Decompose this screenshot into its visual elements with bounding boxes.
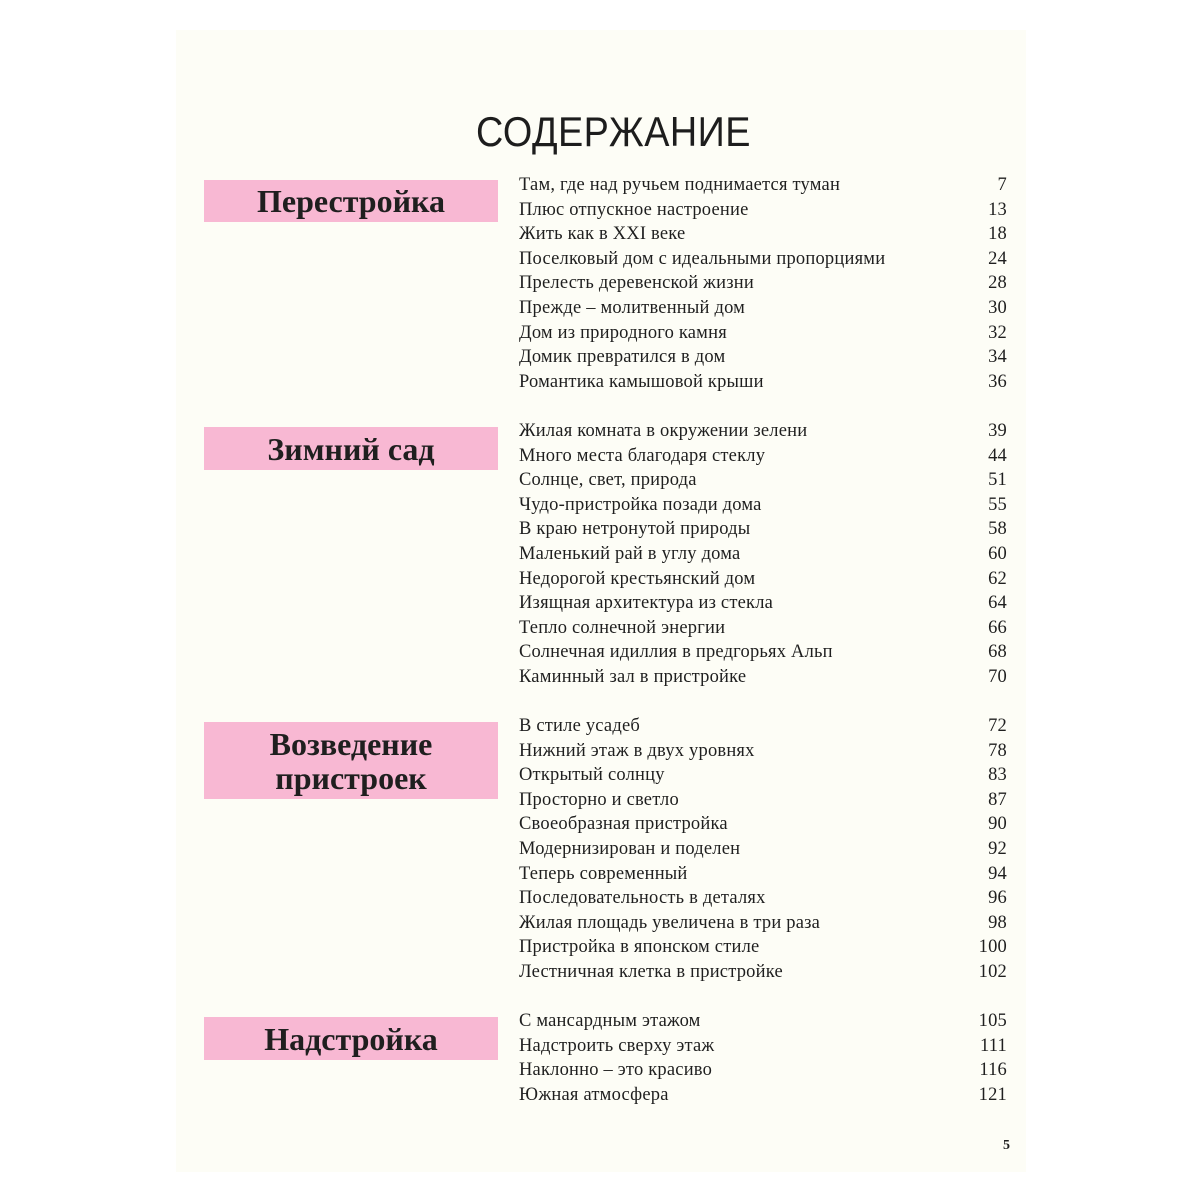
entry-page: 78 [988,740,1007,761]
toc-entry [519,323,1007,348]
toc-entry [519,273,1007,298]
toc-entry [519,249,1007,274]
section-entries [519,421,1007,692]
toc-entry [519,470,1007,495]
entry-title: В стиле усадеб [519,716,640,736]
toc-entry [519,298,1007,323]
entry-page: 92 [988,838,1007,859]
toc-entry [519,814,1007,839]
section-label-line: Возведение [269,725,433,762]
entry-page: 32 [988,322,1007,343]
entry-title: Много места благодаря стеклу [519,445,766,466]
page-title: СОДЕРЖАНИЕ [476,108,751,155]
toc-entry [519,569,1007,594]
entry-title: Недорогой крестьянский дом [519,568,756,589]
entry-page: 36 [988,371,1007,392]
entry-page: 111 [980,1035,1007,1056]
entry-title: Просторно и светло [519,789,679,810]
entry-page: 58 [988,519,1007,540]
entry-title: Нижний этаж в двух уровнях [519,740,755,761]
toc-entry [519,593,1007,618]
toc-entry [519,421,1007,446]
section-label: Перестройка [204,180,498,222]
entry-page: 94 [988,863,1007,884]
page-number: 5 [1003,1138,1010,1153]
entry-page: 55 [988,494,1007,515]
entry-title: Солнечная идиллия в предгорьях Альп [519,642,833,663]
entry-page: 87 [988,789,1007,810]
entry-page: 98 [988,912,1007,933]
toc-entry [519,1060,1007,1085]
section-label: Зимний сад [204,427,498,470]
entry-title: В краю нетронутой природы [519,519,751,540]
toc-entry [519,618,1007,643]
entry-page: 90 [988,814,1007,835]
toc-entry [519,913,1007,938]
toc-entry [519,741,1007,766]
entry-title: Дом из природного камня [519,322,727,343]
entry-page: 70 [988,666,1007,687]
toc-entry [519,175,1007,200]
entry-page: 72 [988,716,1007,736]
toc-entry [519,888,1007,913]
section-entries [519,1011,1007,1109]
section-entries [519,716,1007,987]
entry-title: Прелесть деревенской жизни [519,273,754,294]
entry-page: 66 [988,617,1007,638]
toc-entry [519,347,1007,372]
toc-entry [519,839,1007,864]
entry-page: 96 [988,888,1007,909]
entry-title: Наклонно – это красиво [519,1060,713,1081]
toc-entry [519,864,1007,889]
toc-entry [519,224,1007,249]
entry-title: Прежде – молитвенный дом [519,297,746,318]
entry-page: 51 [988,470,1007,491]
toc-entry [519,519,1007,544]
section-label: Надстройка [204,1017,498,1060]
section-label [204,722,498,799]
entry-page: 102 [978,961,1007,982]
entry-title: Тепло солнечной энергии [519,617,726,638]
entry-title: Открытый солнцу [519,765,665,786]
entry-page: 28 [988,273,1007,294]
entry-title: Маленький рай в углу дома [519,543,741,564]
entry-title: Солнце, свет, природа [519,470,697,491]
entry-title: Модернизирован и поделен [519,838,741,859]
entry-title: Поселковый дом с идеальными пропорциями [519,248,886,269]
toc-entry [519,544,1007,569]
toc-entry [519,642,1007,667]
entry-page: 39 [988,421,1007,441]
toc-entry [519,1011,1007,1036]
entry-page: 13 [988,199,1007,220]
toc-entry [519,372,1007,397]
entry-page: 24 [988,248,1007,269]
toc-entry [519,716,1007,741]
entry-page: 100 [978,937,1007,958]
entry-page: 34 [988,347,1007,368]
entry-page: 68 [988,642,1007,663]
toc-entry [519,765,1007,790]
entry-page: 60 [988,543,1007,564]
toc-entry [519,790,1007,815]
entry-title: Там, где над ручьем поднимается туман [519,175,841,195]
entry-page: 30 [988,297,1007,318]
toc-entry [519,200,1007,225]
toc-entry [519,1036,1007,1061]
entry-title: Романтика камышовой крыши [519,371,764,392]
toc-entry [519,1085,1007,1110]
entry-title: Жилая комната в окружении зелени [519,421,808,441]
toc-entry [519,667,1007,692]
entry-page: 116 [979,1060,1007,1081]
entry-title: Жилая площадь увеличена в три раза [519,912,821,933]
entry-title: С мансардным этажом [519,1011,701,1031]
entry-page: 64 [988,593,1007,614]
entry-title: Пристройка в японском стиле [519,937,760,958]
toc-entry [519,937,1007,962]
entry-page: 18 [988,224,1007,245]
entry-page: 62 [988,568,1007,589]
entry-title: Южная атмосфера [519,1084,669,1105]
entry-page: 83 [988,765,1007,786]
entry-title: Лестничная клетка в пристройке [519,961,783,982]
section-entries [519,175,1007,396]
entry-title: Изящная архитектура из стекла [519,593,774,614]
entry-page: 121 [978,1084,1007,1105]
entry-title: Жить как в XXI веке [519,224,686,245]
entry-title: Плюс отпускное настроение [519,199,749,220]
entry-page: 105 [978,1011,1007,1031]
entry-title: Каминный зал в пристройке [519,666,747,687]
entry-title: Теперь современный [519,863,688,884]
entry-title: Последовательность в деталях [519,888,766,909]
entry-title: Чудо-пристройка позади дома [519,494,762,515]
entry-page: 44 [988,445,1007,466]
section-label-line: пристроек [275,759,427,796]
entry-title: Своеобразная пристройка [519,814,728,835]
entry-title: Надстроить сверху этаж [519,1035,715,1056]
toc-entry [519,962,1007,987]
toc-entry [519,446,1007,471]
entry-title: Домик превратился в дом [519,347,726,368]
book-page [176,30,1026,1172]
entry-page: 7 [997,175,1007,195]
toc-entry [519,495,1007,520]
